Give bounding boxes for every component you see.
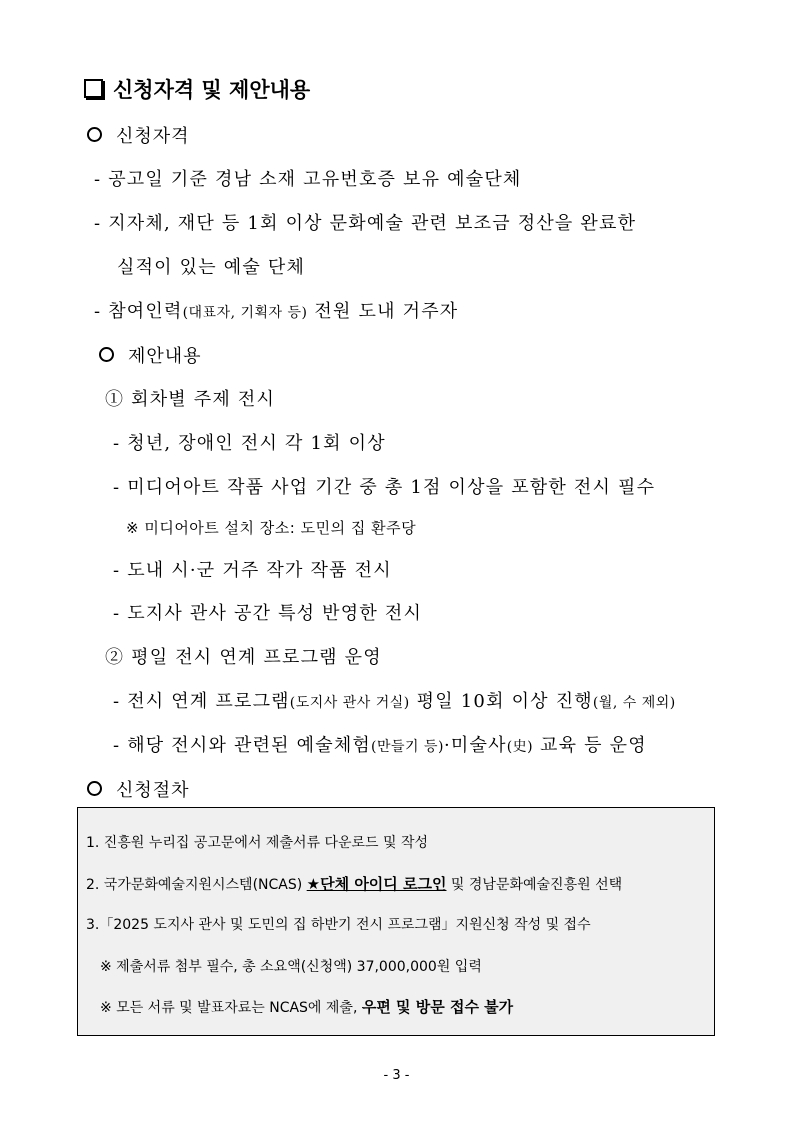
circle-bullet-icon [87, 127, 102, 142]
procedure-box [77, 807, 715, 1036]
eligibility-item: - 공고일 기준 경남 소재 고유번호증 보유 예술단체 [94, 169, 522, 190]
proposal-part1-title: ① 회차별 주제 전시 [105, 389, 276, 410]
page-number: - 3 - [383, 1068, 410, 1083]
proposal-item: - 도지사 관사 공간 특성 반영한 전시 [113, 603, 423, 624]
section-title: 신청자격 및 제안내용 [84, 74, 310, 104]
proposal-item: - 해당 전시와 관련된 예술체험(만들기 등)·미술사(史) 교육 등 운영 [113, 735, 647, 756]
proposal-item: - 전시 연계 프로그램(도지사 관사 거실) 평일 10회 이상 진행(월, 수 제외) [113, 691, 676, 712]
proposal-item: - 미디어아트 작품 사업 기간 중 총 1점 이상을 포함한 전시 필수 [113, 477, 656, 498]
proposal-item: - 도내 시·군 거주 작가 작품 전시 [113, 560, 392, 581]
procedure-note: ※ 모든 서류 및 발표자료는 NCAS에 제출, 우편 및 방문 접수 불가 [100, 998, 514, 1016]
procedure-step: 3.「2025 도지사 관사 및 도민의 집 하반기 전시 프로그램」지원신청 작성 및 접수 [86, 917, 591, 933]
proposal-item: - 청년, 장애인 전시 각 1회 이상 [113, 433, 386, 454]
eligibility-item-continuation: 실적이 있는 예술 단체 [117, 257, 306, 278]
eligibility-item: - 참여인력(대표자, 기획자 등) 전원 도내 거주자 [94, 301, 459, 322]
procedure-note: ※ 제출서류 첨부 필수, 총 소요액(신청액) 37,000,000원 입력 [100, 959, 482, 975]
proposal-heading: 제안내용 [99, 342, 202, 368]
circle-bullet-icon [99, 347, 114, 362]
proposal-part2-title: ② 평일 전시 연계 프로그램 운영 [105, 647, 382, 668]
eligibility-item: - 지자체, 재단 등 1회 이상 문화예술 관련 보조금 정산을 완료한 [94, 213, 637, 234]
circle-bullet-icon [87, 781, 102, 796]
checkbox-square-icon [84, 79, 103, 98]
procedure-heading: 신청절차 [87, 776, 190, 802]
proposal-note: ※ 미디어아트 설치 장소: 도민의 집 환주당 [126, 519, 417, 537]
procedure-step: 1. 진흥원 누리집 공고문에서 제출서류 다운로드 및 작성 [86, 835, 429, 851]
eligibility-heading: 신청자격 [87, 122, 190, 148]
procedure-step: 2. 국가문화예술지원시스템(NCAS) ★단체 아이디 로그인 및 경남문화예술진흥원 선택 [86, 875, 623, 893]
